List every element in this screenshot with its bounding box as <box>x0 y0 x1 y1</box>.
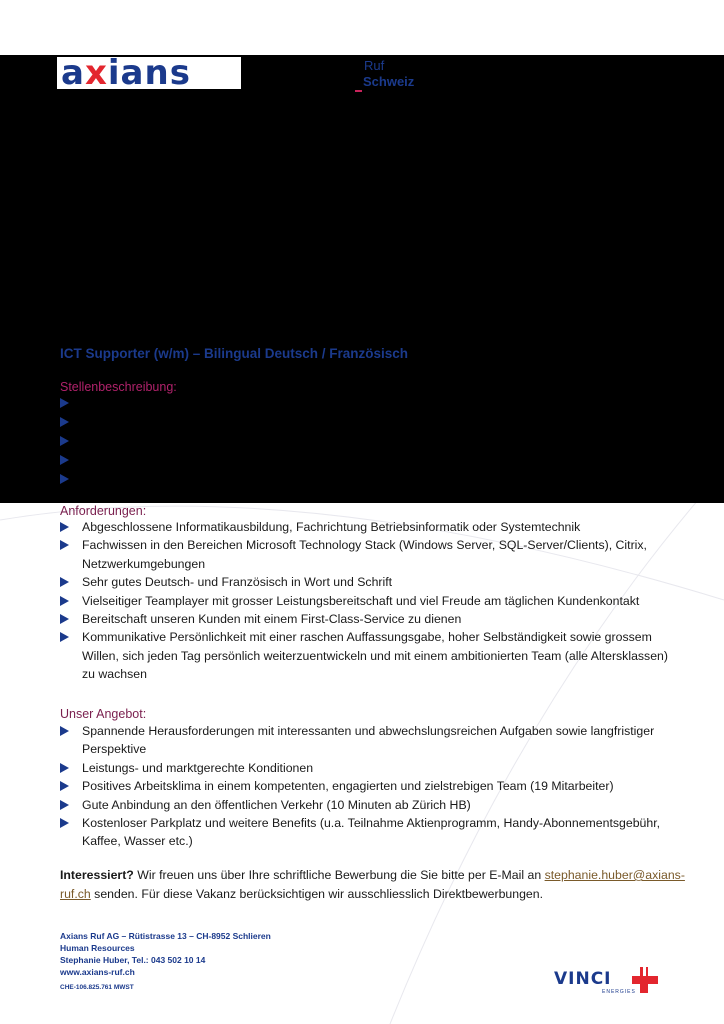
closing-lead: Interessiert? <box>60 868 134 882</box>
footer-vat: CHE-106.825.761 MWST <box>60 984 134 991</box>
bullet-icon <box>60 577 69 587</box>
list-item: Kommunikative Persönlichkeit mit einer raschen Auffassungsgabe, hoher Selbständigkeit sowie grossem Willen, sich jeden Tag persönlich weiterzuentwickeln und mit einem ambitionierten Team (alle Altersklassen) zu wachsen <box>60 628 680 683</box>
bullet-icon <box>60 596 69 606</box>
logo-letter-a: a <box>61 53 85 93</box>
footer-department: Human Resources <box>60 943 135 953</box>
bullet-icon <box>60 614 69 624</box>
email-link[interactable]: stephanie.huber@axians-ruf.ch <box>60 868 685 901</box>
closing-text-2: senden. Für diese Vakanz berücksichtigen wir ausschliesslich Direktbewerbungen. <box>90 887 544 901</box>
bullet-icon <box>60 800 69 810</box>
vinci-name: VINCI <box>554 969 612 989</box>
bullet-icon <box>60 632 69 642</box>
description-heading: Stellenbeschreibung: <box>60 380 177 394</box>
list-item: Abgeschlossene Informatikausbildung, Fachrichtung Betriebsinformatik oder Systemtechnik <box>60 518 680 536</box>
bullet-icon <box>60 436 69 446</box>
vinci-logo <box>554 965 664 997</box>
bullet-icon <box>60 818 69 828</box>
list-item: Kostenloser Parkplatz und weitere Benefits (u.a. Teilnahme Aktienprogramm, Handy-Abonnementsgebühr, Kaffee, Wasser etc.) <box>60 814 680 851</box>
bullet-icon <box>60 474 69 484</box>
bullet-icon <box>60 398 69 408</box>
list-item: Fachwissen in den Bereichen Microsoft Technology Stack (Windows Server, SQL-Server/Clients), Citrix, Netzwerkumgebungen <box>60 536 680 573</box>
bullet-icon <box>60 417 69 427</box>
list-item: Leistungs- und marktgerechte Konditionen <box>60 759 680 777</box>
closing-text-1: Wir freuen uns über Ihre schriftliche Bewerbung die Sie bitte per E-Mail an <box>133 868 545 882</box>
description-bullets <box>60 398 69 493</box>
list-item: Sehr gutes Deutsch- und Französisch in Wort und Schrift <box>60 573 680 591</box>
brand-schweiz: Schweiz <box>363 74 415 89</box>
bullet-icon <box>60 726 69 736</box>
closing-paragraph <box>60 866 700 904</box>
bullet-icon <box>60 455 69 465</box>
footer-contact: Stephanie Huber, Tel.: 043 502 10 14 <box>60 955 206 965</box>
vinci-sub: ENERGIES <box>602 989 636 995</box>
axians-logo <box>57 53 241 93</box>
brand-ruf: Ruf <box>364 58 385 73</box>
footer-website[interactable]: www.axians-ruf.ch <box>60 967 135 977</box>
list-item: Vielseitiger Teamplayer mit grosser Leistungsbereitschaft und viel Freude am täglichen Kundenkontakt <box>60 592 680 610</box>
list-item: Bereitschaft unseren Kunden mit einem First-Class-Service zu dienen <box>60 610 680 628</box>
vinci-cross-icon <box>630 965 660 995</box>
bullet-icon <box>60 763 69 773</box>
footer <box>60 930 271 994</box>
redacted-block <box>0 55 724 503</box>
bullet-icon <box>60 781 69 791</box>
offer-list <box>60 722 680 851</box>
job-title: ICT Supporter (w/m) – Bilingual Deutsch / Französisch <box>60 346 409 361</box>
brand-dash <box>355 90 362 92</box>
offer-heading: Unser Angebot: <box>60 707 147 721</box>
requirements-heading: Anforderungen: <box>60 504 147 518</box>
bullet-icon <box>60 540 69 550</box>
list-item: Positives Arbeitsklima in einem kompetenten, engagierten und zielstrebigen Team (19 Mitarbeiter) <box>60 777 680 795</box>
logo-letter-x: x <box>84 53 108 93</box>
requirements-list <box>60 518 680 684</box>
footer-address: Axians Ruf AG – Rütistrasse 13 – CH-8952 Schlieren <box>60 931 271 941</box>
list-item: Gute Anbindung an den öffentlichen Verkehr (10 Minuten ab Zürich HB) <box>60 796 680 814</box>
list-item: Spannende Herausforderungen mit interessanten und abwechslungsreichen Aufgaben sowie langfristiger Perspektive <box>60 722 680 759</box>
bullet-icon <box>60 522 69 532</box>
logo-letters-rest: ians <box>107 53 191 93</box>
